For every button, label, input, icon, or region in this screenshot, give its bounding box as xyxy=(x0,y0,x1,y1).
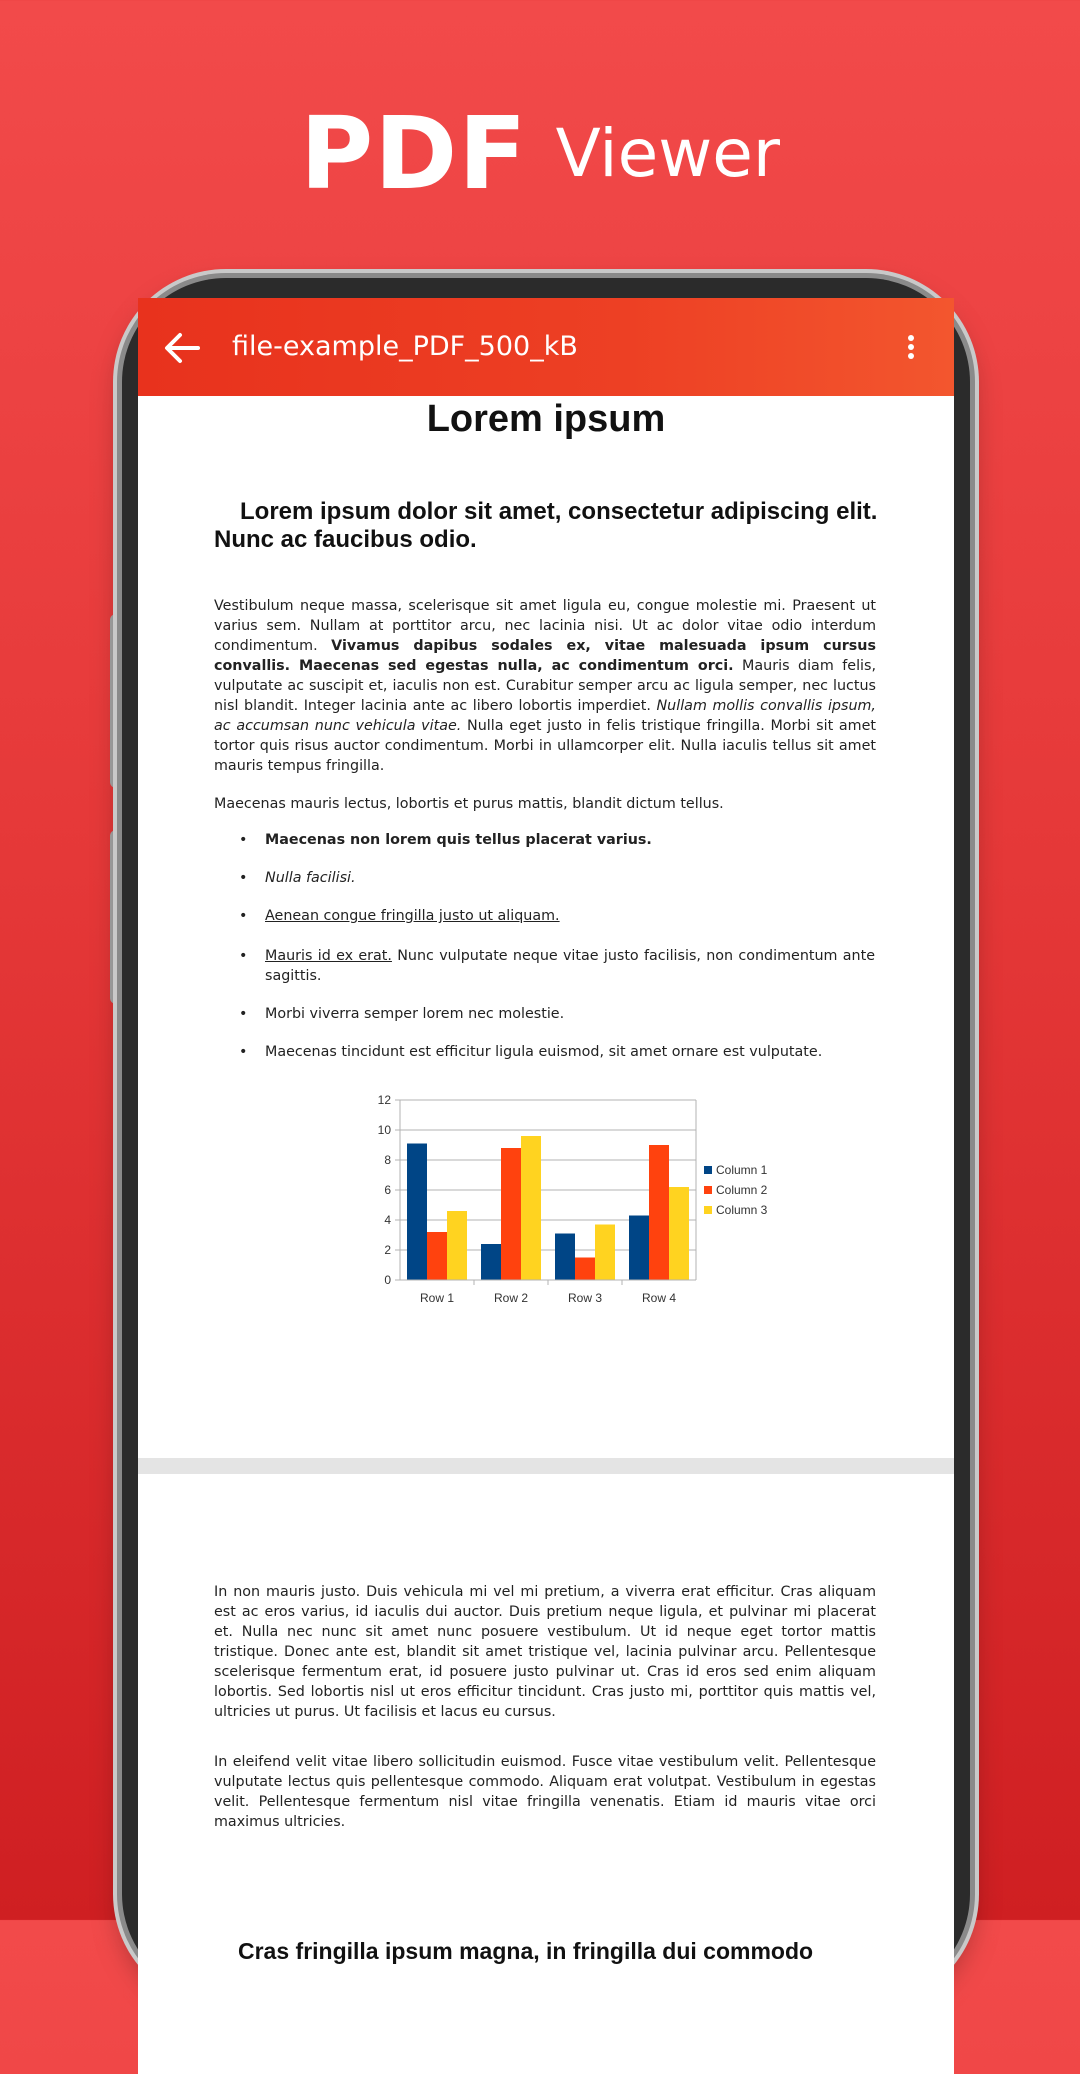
app-bar xyxy=(138,298,954,396)
bar-column-1 xyxy=(629,1216,649,1281)
hero-title xyxy=(0,95,1080,212)
bar-column-2 xyxy=(575,1258,595,1281)
volume-key xyxy=(110,614,122,788)
power-key xyxy=(110,830,122,1004)
arrow-left-icon[interactable] xyxy=(162,328,202,368)
kebab-menu-icon[interactable] xyxy=(908,335,914,359)
legend-swatch xyxy=(704,1206,712,1214)
x-tick-label: Row 3 xyxy=(567,1291,603,1305)
y-tick-label: 6 xyxy=(384,1183,391,1197)
pdf-page-1 xyxy=(138,396,954,1458)
pdf-page-2 xyxy=(138,1474,954,2074)
y-tick-label: 8 xyxy=(384,1153,391,1167)
paragraph-1: Vestibulum neque massa, scelerisque sit amet ligula eu, congue molestie mi. Praesent ut varius sem. Nullam at porttitor arcu, nec lacinia nisi. Ut ac dolor vitae odio interdum condimentum. Vivamus dapibus sodales ex, vitae malesuada ipsum cursus convallis. Maecenas sed egestas nulla, ac condimentum orci. Mauris diam felis, vulputate ac suscipit et, iaculis non est. Curabitur semper arcu ac ligula semper, nec luctus nisl blandit. Integer lacinia ante ac libero lobortis imperdiet. Nullam mollis convallis ipsum, ac accumsan nunc vehicula vitae. Nulla eget justo in felis tristique fringilla. Morbi sit amet tortor quis risus auctor condimentum. Morbi in ullamcorper elit. Nulla iaculis tellus sit amet mauris tempus fringilla. xyxy=(214,598,877,774)
paragraph-2: Maecenas mauris lectus, lobortis et purus mattis, blandit dictum tellus. xyxy=(214,796,724,812)
y-tick-label: 4 xyxy=(384,1213,391,1227)
bar-column-2 xyxy=(501,1148,521,1280)
legend-swatch xyxy=(704,1186,712,1194)
list-item: • Nulla facilisi. xyxy=(239,870,356,886)
x-tick-label: Row 2 xyxy=(493,1291,529,1305)
phone-frame xyxy=(122,278,970,1998)
hero-title-light: Viewer xyxy=(555,115,780,192)
hero-title-bold: PDF xyxy=(300,95,528,212)
paragraph-3: In non mauris justo. Duis vehicula mi vel mi pretium, a viverra erat efficitur. Cras aliquam est ac eros varius, id iaculis dui auctor. Duis pretium neque ligula, et pulvinar mi placerat et. Nulla nec nunc sit amet nunc posuere vestibulum. Ut id neque eget tortor mattis tristique. Donec ante est, blandit sit amet tristique vel, lacinia pulvinar arcu. Pellentesque scelerisque fermentum erat, id posuere justo pulvinar ut. Cras id eros sed enim aliquam lobortis. Sed lobortis nisl ut eros efficitur tincidunt. Cras justo mi, porttitor quis mattis vel, ultricies ut purus. Ut facilisis et lacus eu cursus. xyxy=(214,1584,876,1720)
list-item: • Mauris id ex erat. Nunc vulputate neque vitae justo facilisis, non condimentum ante sagittis. xyxy=(239,948,875,984)
list-item: • Maecenas non lorem quis tellus placerat varius. xyxy=(239,832,652,848)
y-tick-label: 2 xyxy=(384,1243,391,1257)
x-tick-label: Row 4 xyxy=(641,1291,677,1305)
legend-label: Column 3 xyxy=(716,1203,768,1217)
y-tick-label: 10 xyxy=(377,1123,391,1137)
bar-column-3 xyxy=(521,1136,541,1280)
legend-label: Column 1 xyxy=(716,1163,768,1177)
y-tick-label: 12 xyxy=(377,1093,391,1107)
list-item: • Morbi viverra semper lorem nec molestie. xyxy=(239,1006,565,1022)
bar-column-2 xyxy=(649,1145,669,1280)
legend-label: Column 2 xyxy=(716,1183,768,1197)
section-heading: Cras fringilla ipsum magna, in fringilla dui commodo xyxy=(238,1938,814,1964)
list-item: • Aenean congue fringilla justo ut aliquam. xyxy=(239,908,560,924)
bar-column-3 xyxy=(447,1211,467,1280)
doc-subtitle: Lorem ipsum dolor sit amet, consectetur adipiscing elit. Nunc ac faucibus odio. xyxy=(214,498,878,553)
bar-chart xyxy=(350,1093,768,1314)
legend-swatch xyxy=(704,1166,712,1174)
bar-column-3 xyxy=(595,1225,615,1281)
page-separator xyxy=(138,1458,954,1474)
bar-column-1 xyxy=(407,1144,427,1281)
bar-column-3 xyxy=(669,1187,689,1280)
bar-column-1 xyxy=(481,1244,501,1280)
bar-column-2 xyxy=(427,1232,447,1280)
paragraph-4: In eleifend velit vitae libero sollicitudin euismod. Fusce vitae vestibulum velit. Pellentesque vulputate lectus quis pellentesque commodo. Aliquam erat volutpat. Vestibulum in egestas velit. Pellentesque fermentum nisl vitae fringilla venenatis. Etiam id mauris vitae orci maximus ultricies. xyxy=(214,1754,876,1830)
file-name-title: file-example_PDF_500_kB xyxy=(232,331,578,362)
y-tick-label: 0 xyxy=(384,1273,391,1287)
doc-title: Lorem ipsum xyxy=(426,398,666,440)
bar-column-1 xyxy=(555,1234,575,1281)
x-tick-label: Row 1 xyxy=(419,1291,455,1305)
list-item: • Maecenas tincidunt est efficitur ligula euismod, sit amet ornare est vulputate. xyxy=(239,1044,823,1060)
phone-screen xyxy=(138,298,954,1998)
